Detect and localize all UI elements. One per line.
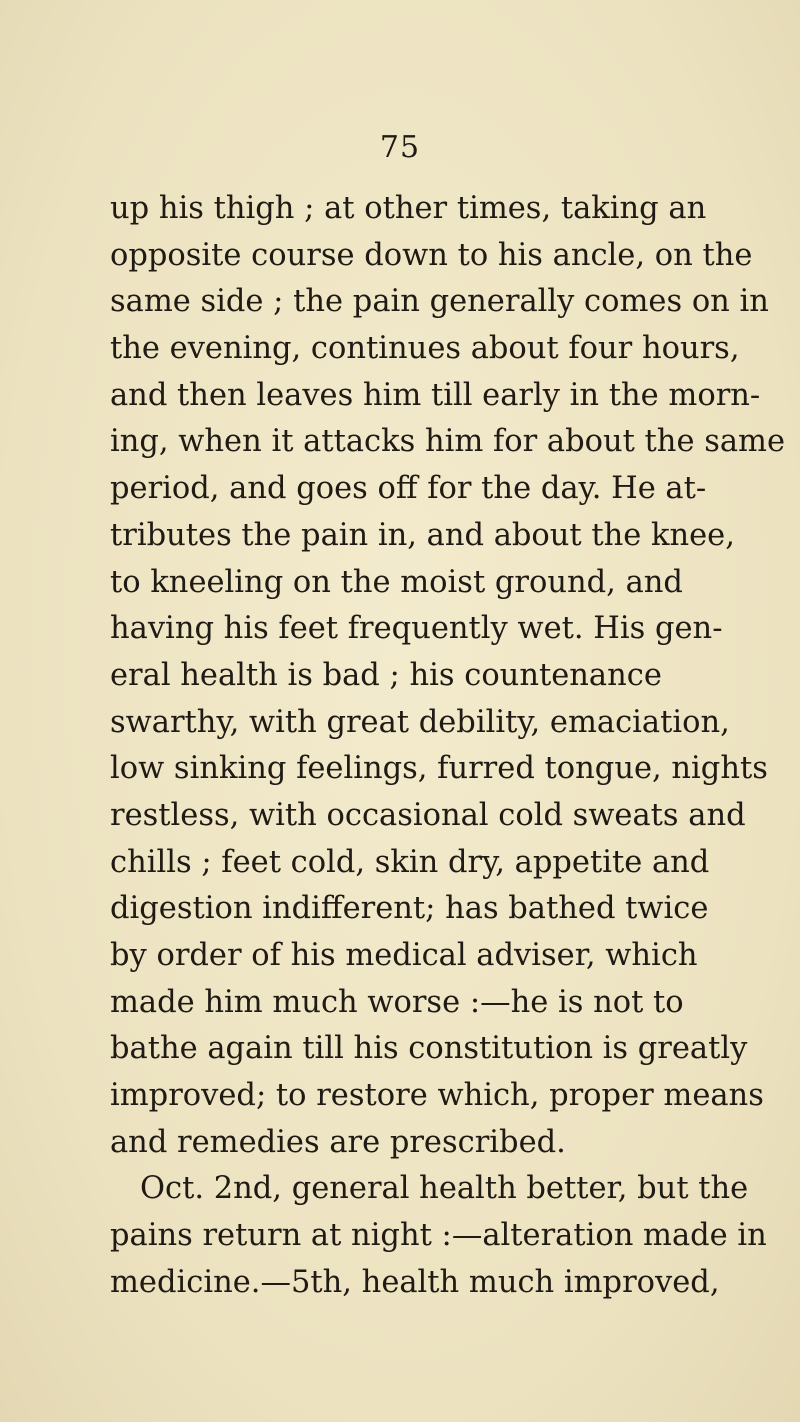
- page-number: 75: [379, 130, 421, 165]
- text-line: chills ; feet cold, skin dry, appetite and: [110, 844, 710, 880]
- text-line: opposite course down to his ancle, on the: [110, 237, 753, 273]
- text-line: low sinking feelings, furred tongue, nights: [110, 751, 768, 787]
- text-line: having his feet frequently wet. His gen-: [110, 611, 723, 647]
- text-line: made him much worse :—he is not to: [110, 984, 684, 1020]
- text-line: pains return at night :—alteration made in: [110, 1218, 767, 1254]
- text-line: period, and goes off for the day. He at-: [110, 471, 707, 507]
- text-line: up his thigh ; at other times, taking an: [110, 191, 707, 226]
- text-line: Oct. 2nd, general health better, but the: [140, 1171, 749, 1207]
- text-line: by order of his medical adviser, which: [110, 938, 698, 973]
- text-line: medicine.—5th, health much improved,: [110, 1264, 720, 1300]
- text-line: restless, with occasional cold sweats and: [110, 797, 746, 833]
- body-text: [110, 186, 786, 1307]
- text-line: improved; to restore which, proper means: [110, 1078, 764, 1114]
- text-line: digestion indifferent; has bathed twice: [110, 891, 709, 927]
- text-line: and then leaves him till early in the morn-: [110, 377, 761, 413]
- text-line: tributes the pain in, and about the knee,: [110, 517, 735, 553]
- text-line: the evening, continues about four hours,: [110, 331, 740, 367]
- text-line: bathe again till his constitution is greatly: [110, 1031, 748, 1067]
- text-line: ing, when it attacks him for about the same: [110, 424, 786, 460]
- text-line: same side ; the pain generally comes on in: [110, 284, 769, 320]
- text-line: eral health is bad ; his countenance: [110, 657, 662, 693]
- text-line: and remedies are prescribed.: [110, 1124, 566, 1160]
- text-line: swarthy, with great debility, emaciation,: [110, 704, 730, 740]
- text-line: to kneeling on the moist ground, and: [110, 564, 683, 600]
